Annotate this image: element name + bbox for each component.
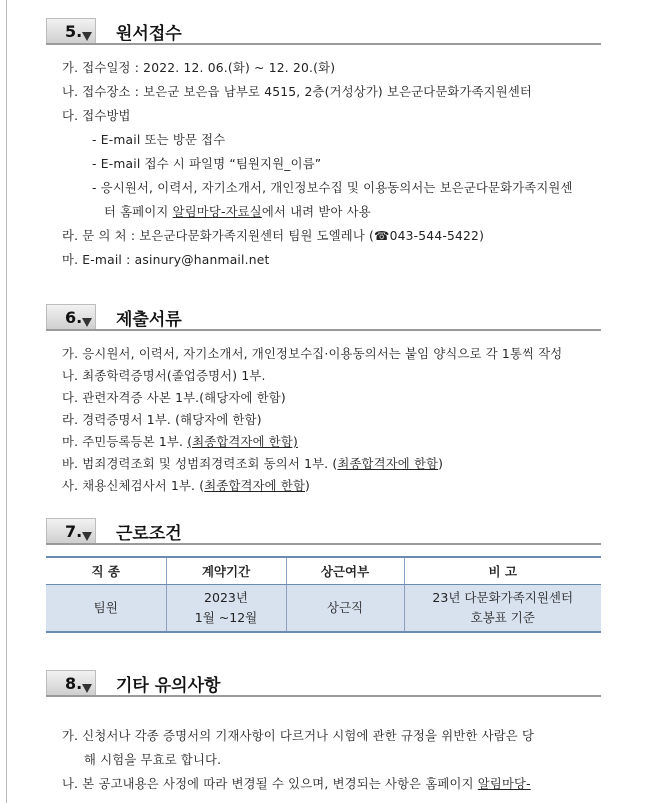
table-header-row	[46, 557, 601, 585]
apply-method: 다. 접수방법	[62, 109, 131, 123]
section-number-badge	[46, 304, 96, 330]
note-item-1: 가. 신청서나 각종 증명서의 기재사항이 다르거나 시험에 관한 규정을 위반한 사람은 당	[62, 729, 535, 743]
period-months: 1월 ~12월	[194, 610, 258, 625]
method-item-3: - 응시원서, 이력서, 자기소개서, 개인정보수집 및 이용동의서는 보은군다문화가족지원센	[92, 181, 573, 195]
header-job: 직 종	[46, 557, 166, 585]
header-fulltime: 상근여부	[286, 557, 404, 585]
header-note: 비 고	[404, 557, 601, 585]
text: 에서 내려 받아 사용	[261, 205, 371, 219]
note-line-1: 23년 다문화가족지원센터	[432, 590, 574, 605]
apply-place: 나. 접수장소 : 보은군 보은읍 남부로 4515, 2층(거성상가) 보은군다문화가족지원센터	[62, 85, 532, 99]
underlined-note: 최종합격자에 한함	[337, 457, 439, 471]
underlined-note: 최종합격자에 한함	[204, 479, 306, 493]
doc-item-1: 가. 응시원서, 이력서, 자기소개서, 개인정보수집·이용동의서는 붙임 양식으로 각 1통씩 작성	[62, 347, 563, 361]
board-link[interactable]: 알림마당-	[477, 777, 531, 791]
section-title: 기타 유의사항	[116, 676, 221, 696]
note-item-2	[62, 774, 531, 792]
triangle-icon	[82, 684, 92, 693]
cell-fulltime: 상근직	[286, 585, 404, 633]
section-title: 제출서류	[116, 310, 182, 330]
section-number: 5.	[65, 22, 83, 41]
cell-period	[166, 585, 286, 633]
note-line-2: 호봉표 기준	[470, 610, 535, 625]
text: )	[305, 479, 311, 493]
method-item-3-cont	[104, 202, 371, 220]
text: 바. 범죄경력조회 및 성범죄경력조회 동의서 1부. (	[62, 457, 338, 471]
period-year: 2023년	[204, 590, 248, 605]
triangle-icon	[82, 532, 92, 541]
note-item-1-cont: 해 시험을 무효로 합니다.	[84, 753, 222, 767]
text: 마. 주민등록등본 1부.	[62, 435, 188, 449]
text: 터 홈페이지	[104, 205, 173, 219]
doc-item-4: 라. 경력증명서 1부. (해당자에 한함)	[62, 413, 262, 427]
method-item-1: - E-mail 또는 방문 접수	[92, 133, 226, 147]
section-5-header	[46, 14, 601, 48]
doc-item-6	[62, 454, 443, 472]
triangle-icon	[82, 32, 92, 41]
section-title: 원서접수	[116, 24, 182, 44]
apply-period: 가. 접수일정 : 2022. 12. 06.(화) ~ 12. 20.(화)	[62, 61, 336, 75]
section-number: 7.	[65, 522, 83, 541]
table-row	[46, 585, 601, 633]
cell-job: 팀원	[46, 585, 166, 633]
section-6-header	[46, 300, 601, 334]
section-number: 6.	[65, 308, 83, 327]
text: 사. 채용신체검사서 1부. (	[62, 479, 205, 493]
section-number: 8.	[65, 674, 83, 693]
header-period: 계약기간	[166, 557, 286, 585]
method-item-2: - E-mail 접수 시 파일명 “팀원지원_이름”	[92, 157, 322, 171]
cell-note	[404, 585, 601, 633]
work-conditions-table	[46, 556, 601, 633]
doc-item-7	[62, 476, 310, 494]
email-info: 마. E-mail : asinury@hanmail.net	[62, 253, 270, 267]
section-number-badge	[46, 670, 96, 696]
doc-item-2: 나. 최종학력증명서(졸업증명서) 1부.	[62, 369, 266, 383]
section-number-badge	[46, 518, 96, 544]
doc-item-5	[62, 432, 298, 450]
triangle-icon	[82, 318, 92, 327]
section-title: 근로조건	[116, 524, 182, 544]
text: )	[438, 457, 444, 471]
section-number-badge	[46, 18, 96, 44]
page-edge	[6, 0, 7, 803]
board-link[interactable]: 알림마당-자료실	[172, 205, 262, 219]
section-7-header	[46, 514, 601, 548]
underlined-note: (최종합격자에 한함)	[187, 435, 298, 449]
section-8-header	[46, 666, 601, 700]
contact-info: 라. 문 의 처 : 보은군다문화가족지원센터 팀원 도엘레나 (☎043-544-5422)	[62, 229, 485, 243]
text: 나. 본 공고내용은 사정에 따라 변경될 수 있으며, 변경되는 사항은 홈페이지	[62, 777, 478, 791]
doc-item-3: 다. 관련자격증 사본 1부.(해당자에 한함)	[62, 391, 286, 405]
